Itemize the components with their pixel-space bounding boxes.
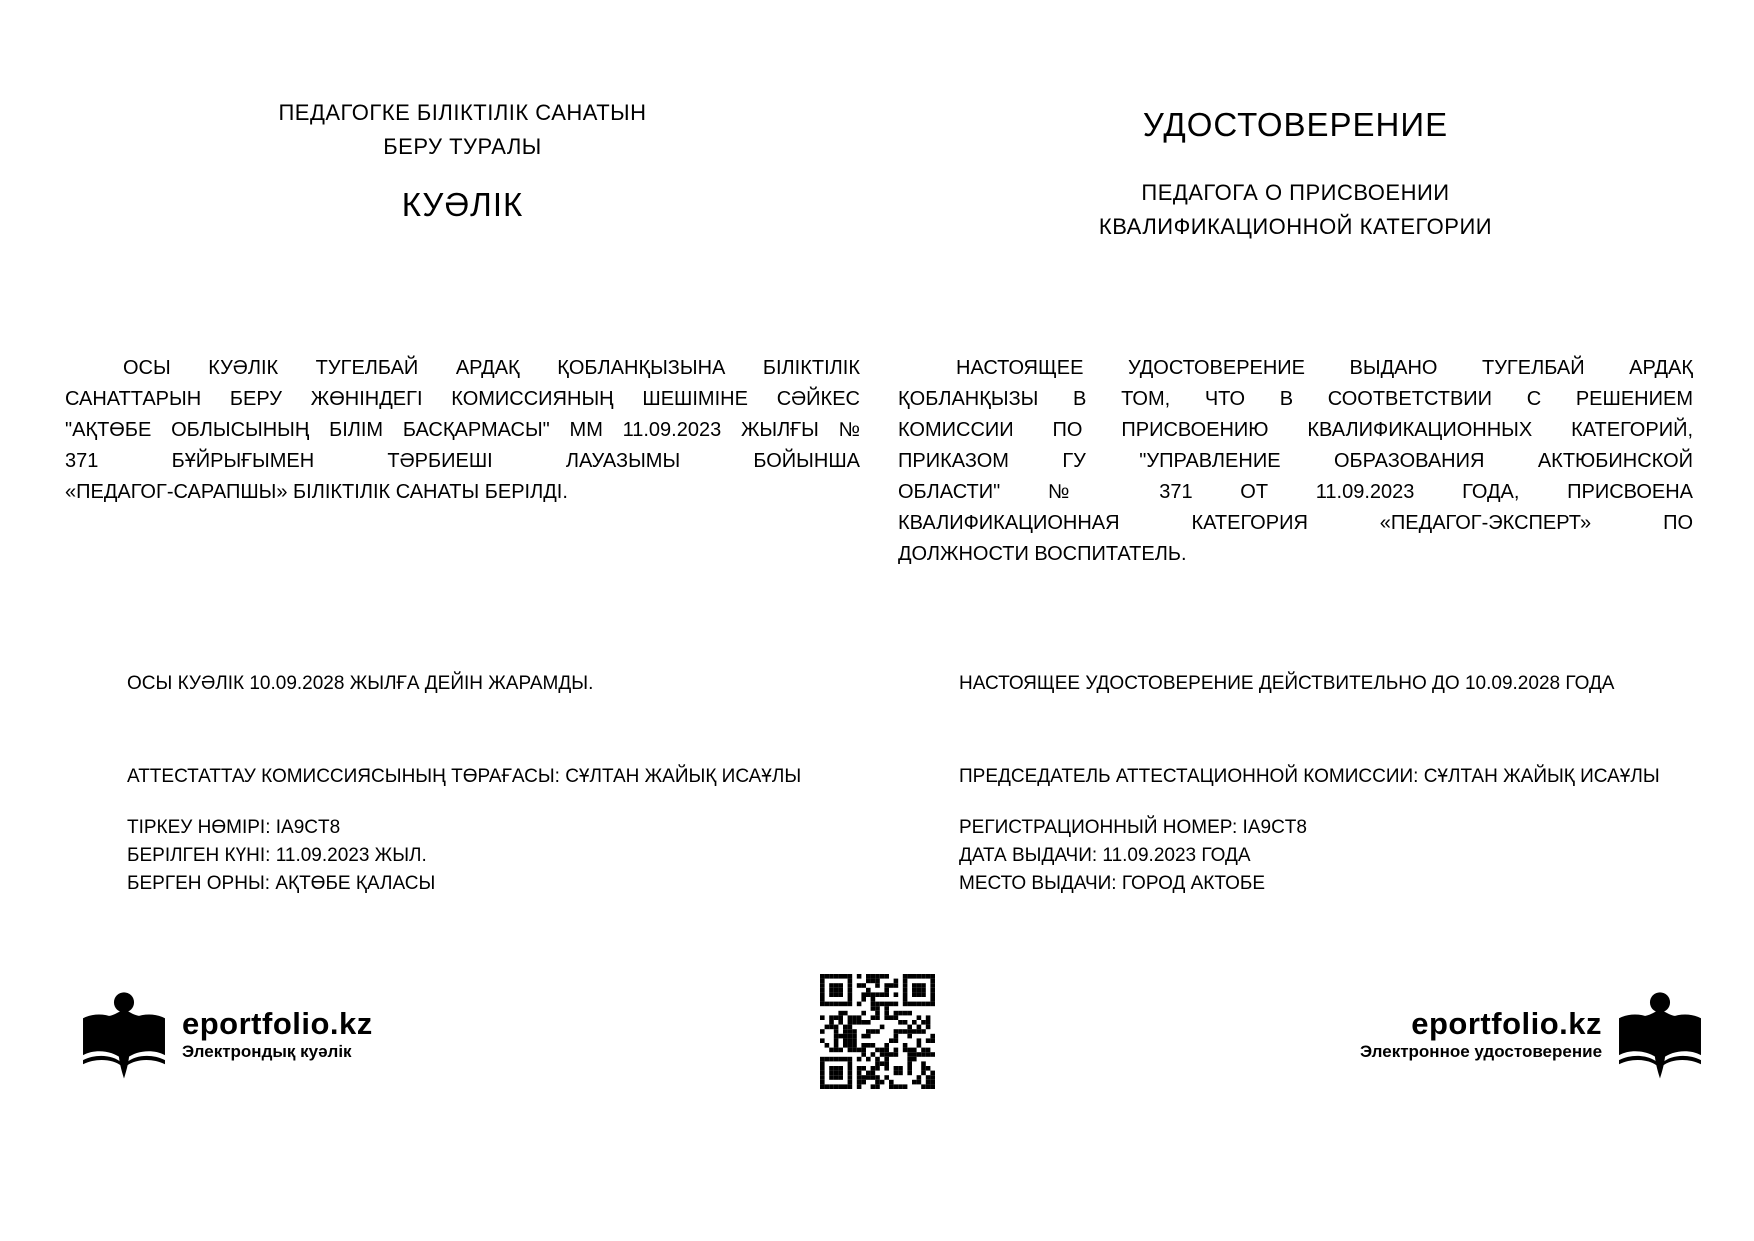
- kz-body-line: "АҚТӨБЕ ОБЛЫСЫНЫҢ БІЛІМ БАСҚАРМАСЫ" ММ 11.09.2023 ЖЫЛҒЫ №: [65, 419, 860, 441]
- kz-heading: [65, 96, 860, 164]
- kz-heading-line2: БЕРУ ТУРАЛЫ: [383, 134, 542, 159]
- kz-body-line: САНАТТАРЫН БЕРУ ЖӨНІНДЕГІ КОМИССИЯНЫҢ ШЕШІМІНЕ СӘЙКЕС: [65, 388, 860, 410]
- kz-validity-line: ОСЫ КУӘЛІК 10.09.2028 ЖЫЛҒА ДЕЙІН ЖАРАМДЫ.: [127, 673, 594, 694]
- ru-document-title: УДОСТОВЕРЕНИЕ: [1142, 106, 1449, 143]
- kz-registration-block: [127, 814, 435, 898]
- ru-issue-place: МЕСТО ВЫДАЧИ: ГОРОД АКТОБЕ: [959, 873, 1266, 894]
- ru-chairman-line: ПРЕДСЕДАТЕЛЬ АТТЕСТАЦИОННОЙ КОМИССИИ: СҰЛТАН ЖАЙЫҚ ИСАҰЛЫ: [959, 766, 1660, 787]
- book-person-icon: [1614, 985, 1706, 1085]
- ru-body-paragraph: [898, 353, 1693, 570]
- ru-body-line: ОБЛАСТИ" № 371 ОТ 11.09.2023 ГОДА, ПРИСВОЕНА: [898, 481, 1693, 503]
- brand-name: eportfolio.kz: [1411, 1006, 1603, 1041]
- kz-reg-number: ТІРКЕУ НӨМІРІ: IA9CT8: [127, 817, 341, 838]
- ru-issue-date: ДАТА ВЫДАЧИ: 11.09.2023 ГОДА: [959, 845, 1251, 866]
- kz-body-line: 371 БҰЙРЫҒЫМЕН ТӘРБИЕШІ ЛАУАЗЫМЫ БОЙЫНША: [65, 450, 860, 472]
- ru-heading-line2: КВАЛИФИКАЦИОННОЙ КАТЕГОРИИ: [1098, 214, 1493, 239]
- logo-text-right: [1360, 1007, 1602, 1063]
- kz-issue-place: БЕРГЕН ОРНЫ: АҚТӨБЕ ҚАЛАСЫ: [127, 873, 436, 894]
- brand-tagline: Электронное удостоверение: [1360, 1042, 1603, 1061]
- kz-document-title: КУӘЛІК: [401, 186, 524, 223]
- logo-text-left: [182, 1007, 373, 1063]
- brand-name: eportfolio.kz: [182, 1006, 373, 1041]
- eportfolio-logo-right: [1360, 985, 1706, 1085]
- kz-body-paragraph: [65, 353, 860, 508]
- ru-heading: [898, 176, 1693, 244]
- ru-validity-line: НАСТОЯЩЕЕ УДОСТОВЕРЕНИЕ ДЕЙСТВИТЕЛЬНО ДО 10.09.2028 ГОДА: [959, 673, 1615, 694]
- ru-body-line: ДОЛЖНОСТИ ВОСПИТАТЕЛЬ.: [898, 543, 1187, 565]
- kz-heading-line1: ПЕДАГОГКЕ БІЛІКТІЛІК САНАТЫН: [278, 100, 647, 125]
- ru-registration-block: [959, 814, 1307, 898]
- ru-body-line: КВАЛИФИКАЦИОННАЯ КАТЕГОРИЯ «ПЕДАГОГ-ЭКСПЕРТ» ПО: [898, 512, 1693, 534]
- book-person-icon: [78, 985, 170, 1085]
- ru-heading-line1: ПЕДАГОГА О ПРИСВОЕНИИ: [1141, 180, 1450, 205]
- ru-body-line: ПРИКАЗОМ ГУ "УПРАВЛЕНИЕ ОБРАЗОВАНИЯ АКТЮБИНСКОЙ: [898, 450, 1693, 472]
- kz-body-line: «ПЕДАГОГ-САРАПШЫ» БІЛІКТІЛІК САНАТЫ БЕРІЛДІ.: [65, 481, 568, 503]
- ru-body-line: ҚОБЛАНҚЫЗЫ В ТОМ, ЧТО В СООТВЕТСТВИИ С РЕШЕНИЕМ: [898, 388, 1693, 410]
- ru-body-line: КОМИССИИ ПО ПРИСВОЕНИЮ КВАЛИФИКАЦИОННЫХ КАТЕГОРИЙ,: [898, 419, 1693, 441]
- kz-body-line: ОСЫ КУӘЛІК ТУГЕЛБАЙ АРДАҚ ҚОБЛАНҚЫЗЫНА БІЛІКТІЛІК: [123, 357, 860, 379]
- kz-issue-date: БЕРІЛГЕН КҮНІ: 11.09.2023 ЖЫЛ.: [127, 845, 427, 866]
- eportfolio-logo-left: [78, 985, 373, 1085]
- qr-code: [820, 974, 935, 1089]
- kz-chairman-line: АТТЕСТАТТАУ КОМИССИЯСЫНЫҢ ТӨРАҒАСЫ: СҰЛТАН ЖАЙЫҚ ИСАҰЛЫ: [127, 766, 802, 787]
- brand-tagline: Электрондық куәлік: [182, 1042, 352, 1061]
- ru-body-line: НАСТОЯЩЕЕ УДОСТОВЕРЕНИЕ ВЫДАНО ТУГЕЛБАЙ АРДАҚ: [956, 357, 1693, 379]
- ru-reg-number: РЕГИСТРАЦИОННЫЙ НОМЕР: IA9CT8: [959, 817, 1307, 838]
